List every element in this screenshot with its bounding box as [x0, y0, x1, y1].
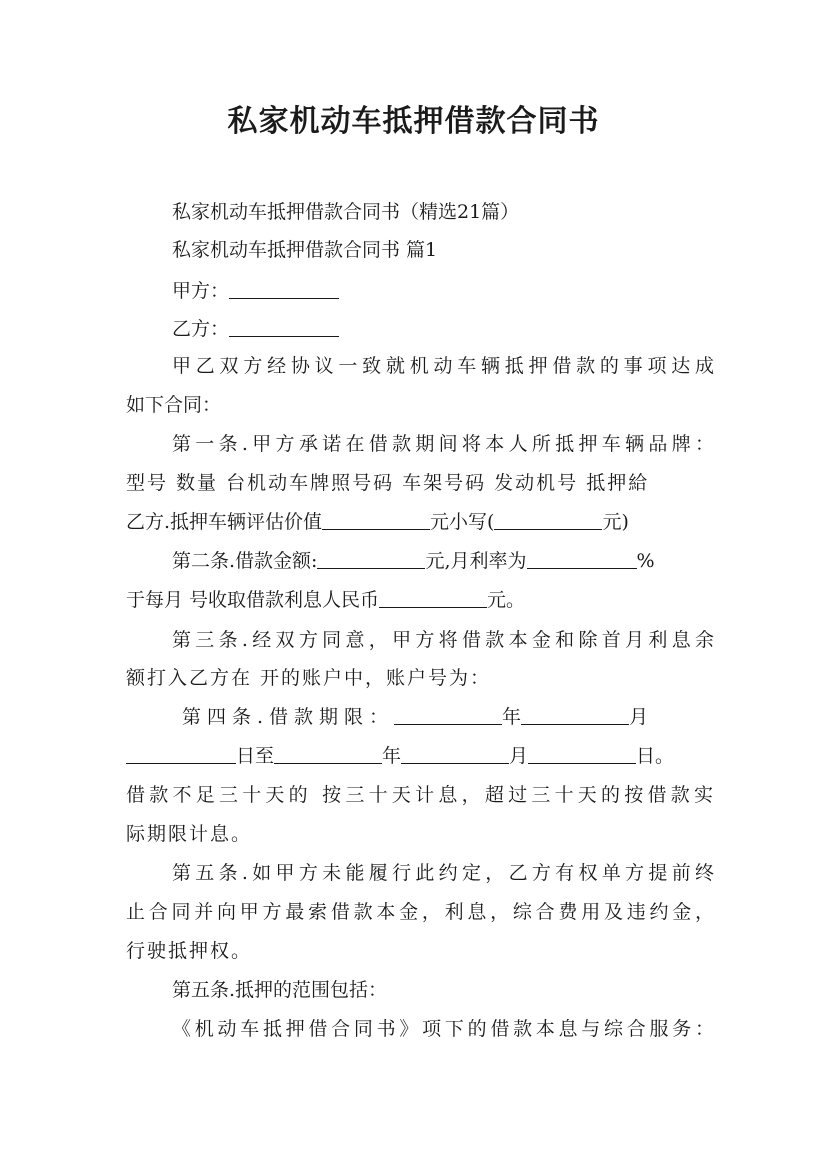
clause4-line-1 [182, 703, 716, 731]
party-a-label: 甲方： [172, 280, 230, 302]
intro-line-1: 甲乙双方经协议一致就机动车辆抵押借款的事项达成 [172, 355, 716, 377]
interest-rate-blank [527, 550, 637, 569]
clause4-line-3: 借款不足三十天的 按三十天计息，超过三十天的按借款实 [126, 784, 716, 806]
clause4-day-to: 日至 [236, 745, 275, 767]
clause4-end-year: 年 [382, 745, 402, 767]
clause1-line-3 [126, 508, 716, 536]
clause1-small-write-label: 元小写( [430, 511, 495, 533]
end-month-blank [401, 745, 509, 764]
clause2-interest-label: 于每月 号收取借款利息人民币 [126, 589, 380, 611]
clause3-line-1: 第三条.经双方同意，甲方将借款本金和除首月利息余 [172, 629, 716, 651]
clause2-amount-label: 第二条.借款金额: [172, 550, 318, 572]
clause2-line-1 [172, 547, 716, 575]
document-title: 私家机动车抵押借款合同书 [227, 104, 600, 139]
start-year-blank [394, 706, 502, 725]
clause5-line-3: 行驶抵押权。 [126, 940, 253, 962]
party-b-blank [229, 318, 339, 337]
clause5-line-2: 止合同并向甲方最索借款本金，利息，综合费用及违约金， [126, 901, 716, 923]
valuation-blank [322, 511, 430, 530]
clause5b-line-1: 第五条.抵押的范围包括： [172, 979, 388, 1001]
end-year-blank [274, 745, 382, 764]
party-a-line [172, 277, 716, 305]
clause4-line-2 [126, 742, 716, 770]
clause2-percent: % [636, 550, 655, 572]
collection-title: 私家机动车抵押借款合同书（精选21篇） [172, 201, 520, 223]
party-b-label: 乙方： [172, 318, 230, 340]
clause1-yuan-close: 元) [602, 511, 629, 533]
clause4-end-month: 月 [509, 745, 529, 767]
clause1-line-2: 型号 数量 台机动车牌照号码 车架号码 发动机号 抵押給 [126, 472, 650, 494]
clause2-line-2 [126, 586, 716, 614]
end-day-blank [528, 745, 636, 764]
clause5-line-1: 第五条.如甲方未能履行此约定，乙方有权单方提前终 [172, 862, 716, 884]
clause4-line-4: 际期限计息。 [126, 823, 253, 845]
clause4-year: 年 [502, 706, 522, 728]
intro-line-2: 如下合同： [126, 394, 222, 416]
loan-amount-blank [317, 550, 425, 569]
valuation-small-blank [494, 511, 602, 530]
clause4-term-label: 第四条.借款期限： [182, 706, 395, 728]
party-a-blank [229, 280, 339, 299]
clause1-valuation-label: 乙方.抵押车辆评估价值 [126, 511, 323, 533]
interest-amount-blank [379, 589, 487, 608]
clause5b-line-2: 《机动车抵押借合同书》项下的借款本息与综合服务： [172, 1018, 716, 1040]
start-month-blank [521, 706, 629, 725]
party-b-line [172, 315, 716, 343]
clause2-yuan: 元。 [487, 589, 526, 611]
article-heading: 私家机动车抵押借款合同书 篇1 [172, 239, 438, 261]
clause3-line-2: 额打入乙方在 开的账户中，账户号为： [126, 667, 492, 689]
clause4-end-day: 日。 [636, 745, 675, 767]
clause2-rate-label: 元,月利率为 [425, 550, 527, 572]
clause1-line-1: 第一条.甲方承诺在借款期间将本人所抵押车辆品牌： [172, 433, 716, 455]
start-day-blank [126, 745, 236, 764]
clause4-month: 月 [629, 706, 649, 728]
